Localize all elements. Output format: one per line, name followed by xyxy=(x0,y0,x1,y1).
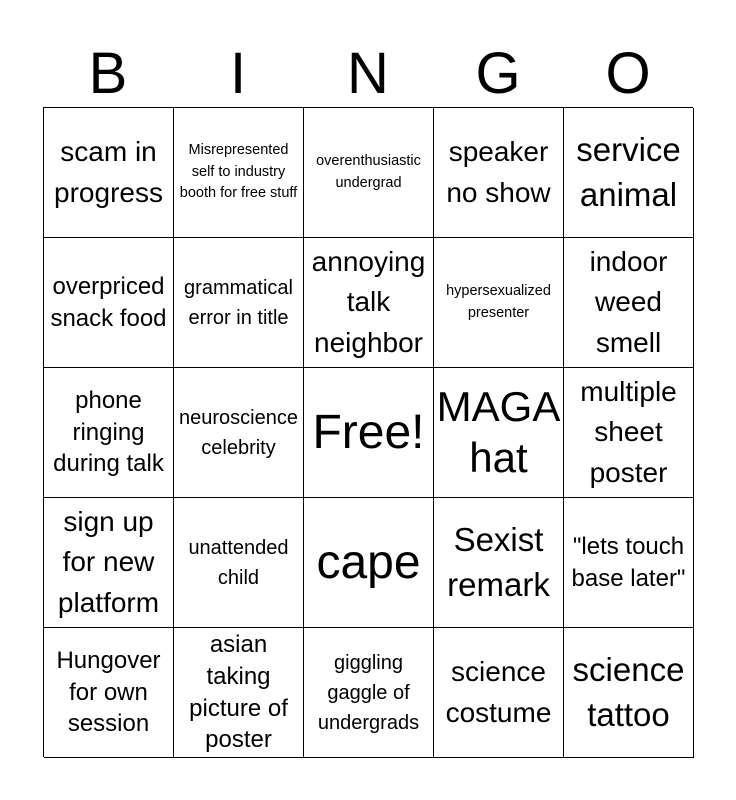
bingo-cell[interactable] xyxy=(44,498,174,628)
bingo-card-grid xyxy=(43,107,693,757)
bingo-cell[interactable] xyxy=(434,368,564,498)
cell-text: "lets touch base later" xyxy=(571,532,686,592)
bingo-cell[interactable] xyxy=(434,238,564,368)
bingo-cell[interactable] xyxy=(564,498,694,628)
bingo-cell[interactable] xyxy=(564,238,694,368)
cell-text: neuroscience celebrity xyxy=(179,406,298,459)
cell-text: indoor weed smell xyxy=(589,245,668,358)
header-letter-n: N xyxy=(347,41,389,106)
bingo-cell[interactable] xyxy=(304,498,434,628)
header-letter-o: O xyxy=(605,41,651,106)
cell-text: unattended child xyxy=(188,536,289,589)
cell-text: scam in progress xyxy=(54,135,163,208)
cell-text: giggling gaggle of undergrads xyxy=(317,651,420,734)
cell-text: speaker no show xyxy=(446,135,551,208)
cell-text: science tattoo xyxy=(572,650,685,733)
cell-text: science costume xyxy=(445,655,552,728)
cell-text: cape xyxy=(316,535,421,589)
bingo-cell[interactable] xyxy=(174,368,304,498)
header-letter-i: I xyxy=(229,41,247,106)
bingo-cell[interactable] xyxy=(174,628,304,758)
bingo-cell[interactable] xyxy=(434,108,564,238)
bingo-cell[interactable] xyxy=(564,368,694,498)
bingo-cell-free[interactable] xyxy=(304,368,434,498)
bingo-cell[interactable] xyxy=(44,368,174,498)
cell-text: Hungover for own session xyxy=(56,646,161,738)
bingo-cell[interactable] xyxy=(304,238,434,368)
cell-text: sign up for new platform xyxy=(57,505,160,618)
bingo-cell[interactable] xyxy=(434,498,564,628)
free-space-text: Free! xyxy=(312,405,425,459)
cell-text: overenthusiastic undergrad xyxy=(316,152,421,191)
cell-text: service animal xyxy=(576,130,681,213)
bingo-cell[interactable] xyxy=(434,628,564,758)
header-letter-b: B xyxy=(88,41,128,106)
cell-text: overpriced snack food xyxy=(50,272,167,332)
cell-text: hypersexualized presenter xyxy=(446,282,551,321)
bingo-cell[interactable] xyxy=(564,628,694,758)
bingo-cell[interactable] xyxy=(174,108,304,238)
bingo-cell[interactable] xyxy=(44,628,174,758)
cell-text: Misrepresented self to industry booth for free stuff xyxy=(179,141,298,202)
bingo-cell[interactable] xyxy=(44,108,174,238)
bingo-cell[interactable] xyxy=(304,108,434,238)
cell-text: multiple sheet poster xyxy=(580,375,677,488)
cell-text: asian taking picture of poster xyxy=(189,630,288,754)
bingo-cell[interactable] xyxy=(564,108,694,238)
bingo-header xyxy=(43,40,693,108)
cell-text: grammatical error in title xyxy=(184,276,293,329)
bingo-cell[interactable] xyxy=(174,238,304,368)
bingo-cell[interactable] xyxy=(174,498,304,628)
bingo-cell[interactable] xyxy=(304,628,434,758)
cell-text: Sexist remark xyxy=(447,520,550,603)
cell-text: annoying talk neighbor xyxy=(311,245,426,358)
cell-text: phone ringing during talk xyxy=(53,386,164,478)
bingo-cell[interactable] xyxy=(44,238,174,368)
header-letter-g: G xyxy=(475,41,521,106)
cell-text: MAGA hat xyxy=(436,383,561,481)
